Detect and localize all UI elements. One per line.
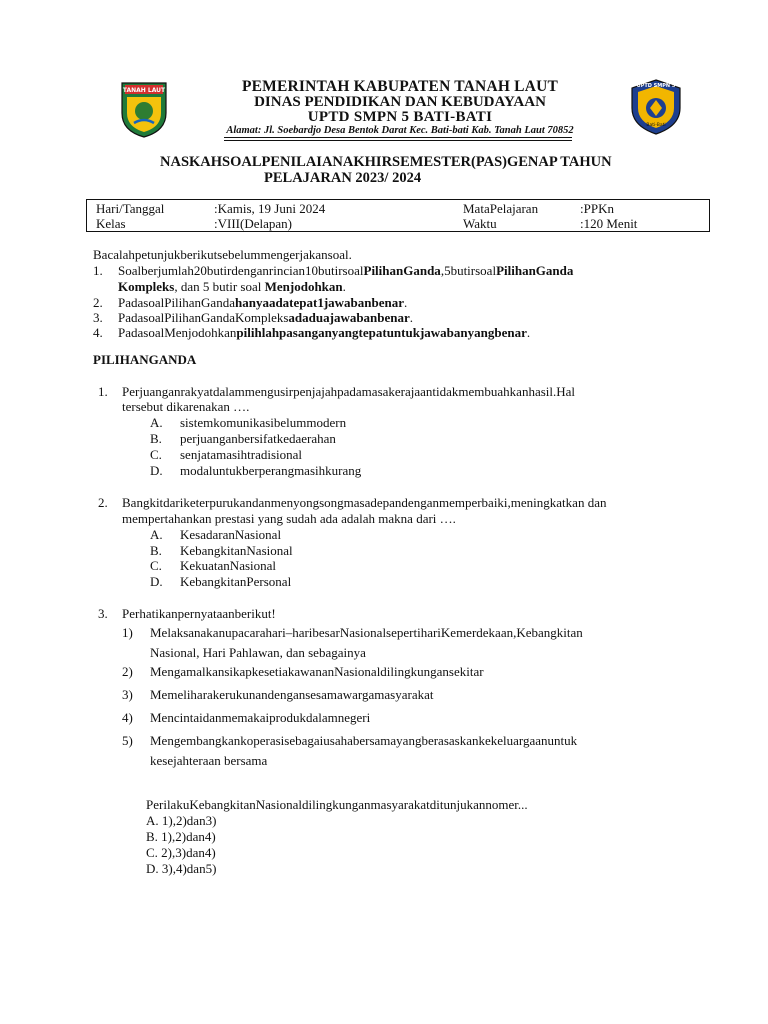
question-1-text: Perjuanganrakyatdalammengusirpenjajahpadamasakerajaantidakmembuahkanhasil.Hal <box>122 384 576 399</box>
question-number: 3. <box>98 606 108 621</box>
question-3-prompt: PerilakuKebangkitanNasionaldilingkunganmasyarakatditunjukannomer... <box>146 797 528 812</box>
instruction-number: 3. <box>93 310 103 325</box>
school-logo <box>628 78 684 136</box>
option-text: B. 1),2)dan4) <box>146 829 216 844</box>
instructions-intro: Bacalahpetunjukberikutsebelummengerjakansoal. <box>93 247 352 262</box>
time-label: Waktu <box>463 216 497 231</box>
header-government: PEMERINTAH KABUPATEN TANAH LAUT <box>241 78 559 95</box>
option-text: senjatamasihtradisional <box>180 447 303 462</box>
option-letter: D. <box>150 463 163 478</box>
statement-number: 4) <box>122 710 133 725</box>
option-text: KebangkitanNasional <box>180 543 293 558</box>
subject-value: :PPKn <box>580 201 614 216</box>
option-text: A. 1),2)dan3) <box>146 813 217 828</box>
time-value: :120 Menit <box>580 216 638 231</box>
statement-text: Mengembangkankoperasisebagaiusahabersamayangberasaskankekeluargaanuntuk <box>150 733 578 748</box>
option-text: KesadaranNasional <box>180 527 282 542</box>
option-letter: A. <box>150 527 163 542</box>
statement-text: MengamalkansikapkesetiakawananNasionaldilingkungansekitar <box>150 664 484 679</box>
statement-number: 5) <box>122 733 133 748</box>
option-letter: C. <box>150 558 162 573</box>
instruction-number: 4. <box>93 325 103 340</box>
option-letter: D. <box>150 574 163 589</box>
question-number: 2. <box>98 495 108 510</box>
question-3-text: Perhatikanpernyataanberikut! <box>122 606 276 621</box>
right-logo-subtext: Bati-Bati <box>646 123 666 128</box>
header-department: DINAS PENDIDIKAN DAN KEBUDAYAAN <box>254 94 546 110</box>
instruction-3: PadasoalPilihanGandaKompleksadaduajawabanbenar. <box>118 310 414 325</box>
option-text: C. 2),3)dan4) <box>146 845 216 860</box>
left-logo-text: TANAH LAUT <box>122 87 166 94</box>
instruction-4: PadasoalMenjodohkanpilihlahpasanganyangtepatuntukjawabanyangbenar. <box>118 325 531 340</box>
exam-title-year: PELAJARAN 2023/ 2024 <box>264 170 422 186</box>
option-letter: A. <box>150 415 163 430</box>
option-letter: B. <box>150 431 162 446</box>
kabupaten-logo <box>118 79 170 139</box>
statement-text: Mencintaidanmemakaiprodukdalamnegeri <box>150 710 371 725</box>
instruction-2: PadasoalPilihanGandahanyaadatepat1jawabanbenar. <box>118 295 408 310</box>
class-label: Kelas <box>96 216 126 231</box>
day-label: Hari/Tanggal <box>96 201 165 216</box>
instruction-number: 1. <box>93 263 103 278</box>
option-text: sistemkomunikasibelummodern <box>180 415 347 430</box>
statement-text: Melaksanakanupacarahari–haribesarNasionalsepertihariKemerdekaan,Kebangkitan <box>150 625 583 640</box>
statement-number: 1) <box>122 625 133 640</box>
statement-text: Memeliharakerukunandengansesamawargamasyarakat <box>150 687 434 702</box>
option-letter: B. <box>150 543 162 558</box>
option-letter: C. <box>150 447 162 462</box>
header-address: Alamat: Jl. Soebardjo Desa Bentok Darat Kec. Bati-bati Kab. Tanah Laut 70852 <box>226 125 574 136</box>
subject-label: MataPelajaran <box>463 201 539 216</box>
question-2-text: Bangkitdariketerpurukandanmenyongsongmasadepandenganmemperbaiki,meningkatkan dan <box>122 495 607 510</box>
question-number: 1. <box>98 384 108 399</box>
exam-title: NASKAHSOALPENILAIANAKHIRSEMESTER(PAS)GENAP TAHUN <box>160 154 612 170</box>
statement-text: Nasional, Hari Pahlawan, dan sebagainya <box>150 645 366 660</box>
statement-text: kesejahteraan bersama <box>150 753 268 768</box>
option-text: perjuanganbersifatkedaerahan <box>180 431 336 446</box>
statement-number: 2) <box>122 664 133 679</box>
right-logo-text: UPTD SMPN 5 <box>636 83 676 89</box>
day-value: :Kamis, 19 Juni 2024 <box>214 201 326 216</box>
instruction-number: 2. <box>93 295 103 310</box>
instruction-1-line2: Kompleks, dan 5 butir soal Menjodohkan. <box>118 279 346 294</box>
option-text: KekuatanNasional <box>180 558 277 573</box>
section-title: PILIHANGANDA <box>93 352 197 367</box>
option-text: D. 3),4)dan5) <box>146 861 217 876</box>
statement-number: 3) <box>122 687 133 702</box>
option-text: KebangkitanPersonal <box>180 574 292 589</box>
option-text: modaluntukberperangmasihkurang <box>180 463 362 478</box>
question-2-text: mempertahankan prestasi yang sudah ada adalah makna dari …. <box>122 511 456 526</box>
class-value: :VIII(Delapan) <box>214 216 292 231</box>
header-rule-thin <box>224 140 572 141</box>
header-rule-thick <box>224 137 572 138</box>
header-school: UPTD SMPN 5 BATI-BATI <box>307 109 493 125</box>
instruction-1-line1: Soalberjumlah20butirdenganrincian10butirsoalPilihanGanda,5butirsoalPilihanGanda <box>118 263 574 278</box>
question-1-text: tersebut dikarenakan …. <box>122 399 250 414</box>
